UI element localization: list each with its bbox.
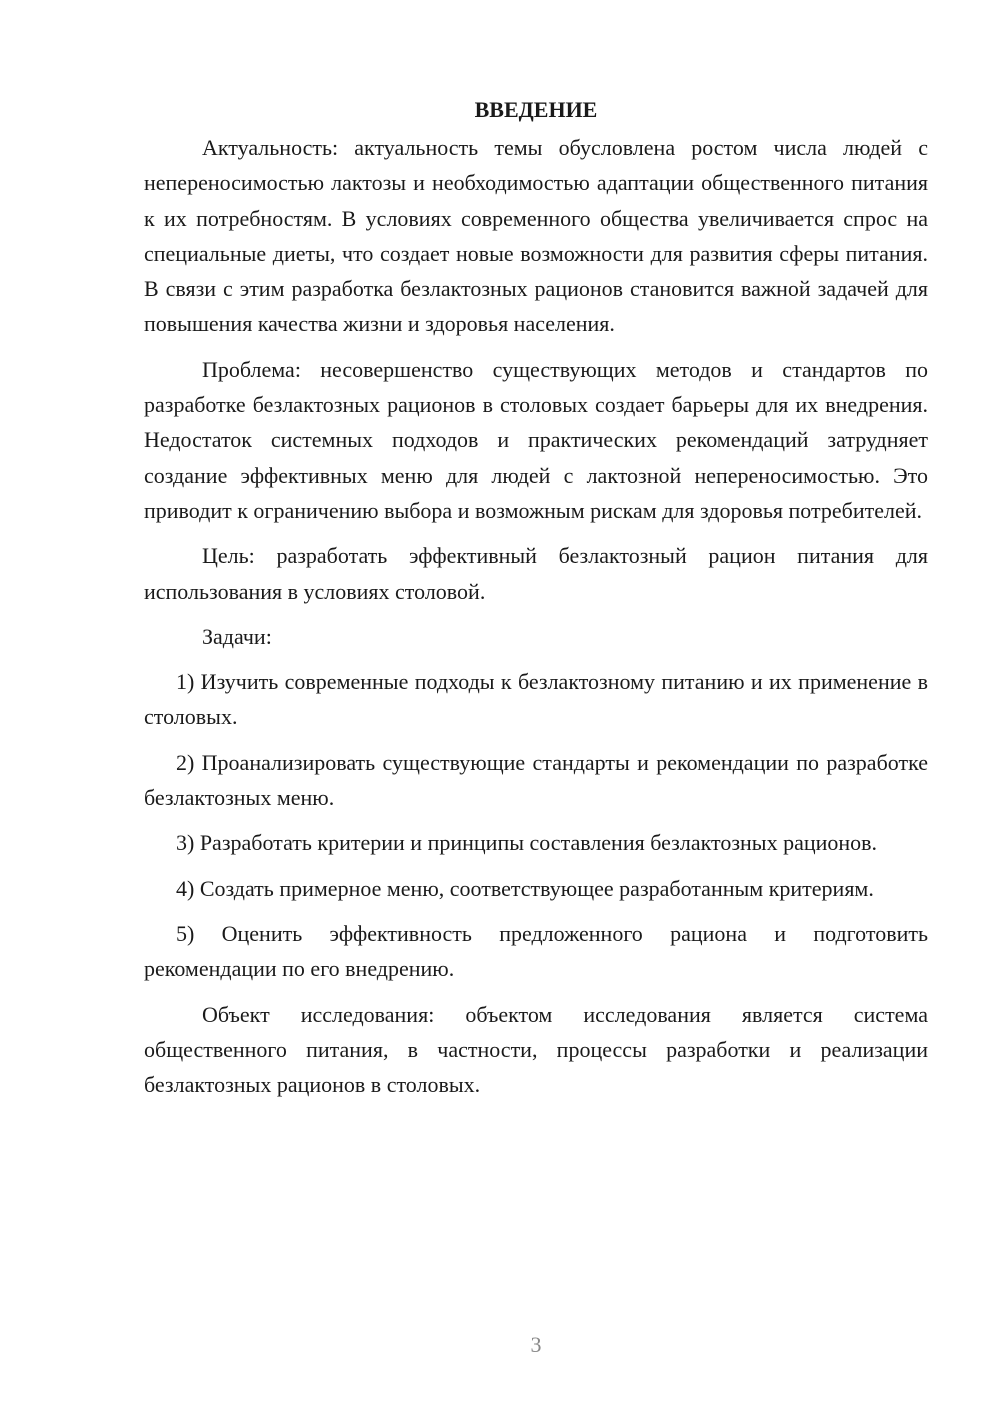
tasks-heading: Задачи:	[202, 623, 272, 649]
relevance-paragraph: Актуальность: актуальность темы обусловлена ростом числа людей с непереносимостью лактозы и необходимостью адаптации общественного питания к их потребностям. В условиях современного общества увеличивается спрос на специальные диеты, что создает новые возможности для развития сферы питания. В связи с этим разработка безлактозных рационов становится важной задачей для повышения качества жизни и здоровья населения.	[144, 135, 928, 337]
problem-paragraph: Проблема: несовершенство существующих методов и стандартов по разработке безлактозных рационов в столовых создает барьеры для их внедрения. Недостаток системных подходов и практических рекомендаций затрудняет создание эффективных меню для людей с лактозной непереносимостью. Это приводит к ограничению выбора и возможным рискам для здоровья потребителей.	[144, 356, 928, 523]
goal-paragraph: Цель: разработать эффективный безлактозный рацион питания для использования в условиях столовой.	[144, 543, 928, 604]
object-paragraph: Объект исследования: объектом исследования является система общественного питания, в частности, процессы разработки и реализации безлактозных рационов в столовых.	[144, 1001, 928, 1098]
page-title: ВВЕДЕНИЕ	[474, 97, 598, 122]
task-item: 5) Оценить эффективность предложенного рациона и подготовить рекомендации по его внедрению.	[144, 920, 928, 982]
task-item: 1) Изучить современные подходы к безлактозному питанию и их применение в столовых.	[144, 669, 928, 730]
task-item: 4) Создать примерное меню, соответствующее разработанным критериям.	[176, 875, 874, 901]
task-item: 3) Разработать критерии и принципы составления безлактозных рационов.	[176, 830, 878, 856]
page-content	[144, 92, 928, 1112]
page-number: 3	[530, 1332, 542, 1357]
task-item: 2) Проанализировать существующие стандарты и рекомендации по разработке безлактозных меню.	[144, 749, 928, 811]
